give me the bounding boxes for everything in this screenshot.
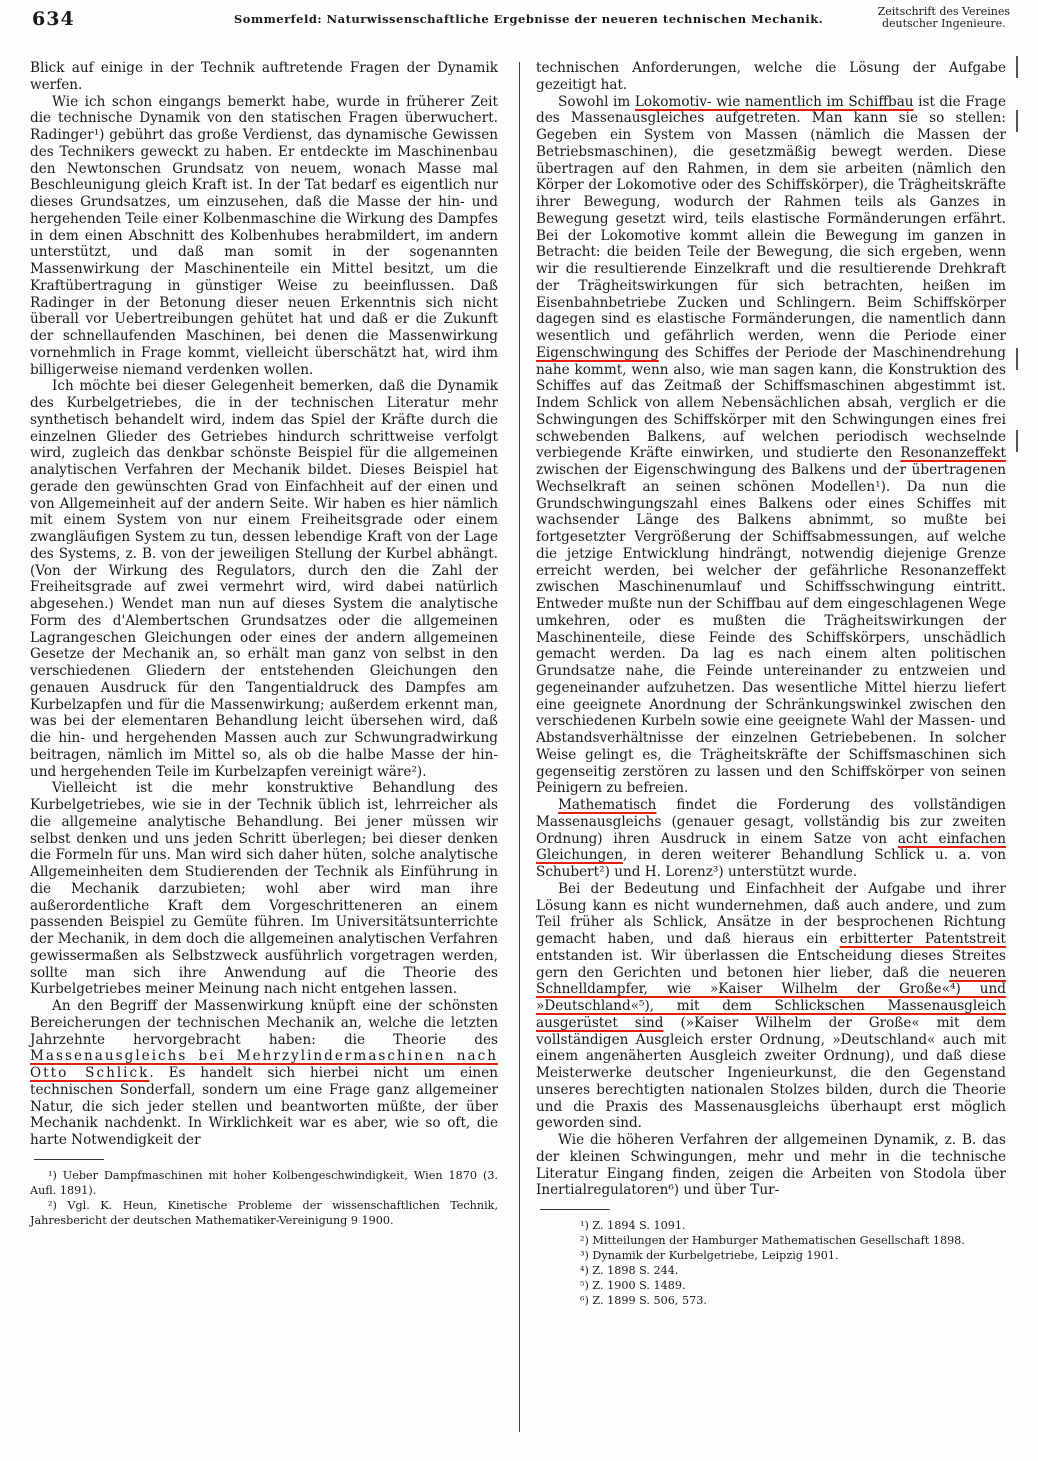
text-run: entstanden ist. Wir überlassen die Entscheidung dieses Streites gern den Gerichten und betonen hier lieber, daß die: [536, 947, 1006, 981]
text-run: Sowohl im: [558, 93, 631, 110]
underlined-phrase: neueren Schnelldampfer, wie »Kaiser Wilhelm der Große«⁴) und »Deutschland«⁵), mit dem Schlickschen Massenausgleich ausgerüstet sind: [536, 964, 1006, 1031]
footnote: ²) Vgl. K. Heun, Kinetische Probleme der wissenschaftlichen Technik, Jahresbericht der deutschen Mathematiker-Vereinigung 9 1900.: [30, 1198, 498, 1227]
footnote: ⁴) Z. 1898 S. 244.: [580, 1264, 679, 1277]
paragraph: Ich möchte bei dieser Gelegenheit bemerken, daß die Dynamik des Kurbelgetriebes, die in der technischen Literatur mehr synthetisch behandelt wird, indem das Spiel der Kräfte durch die einzelnen Glieder des Getriebes hindurch schrittweise verfolgt wird, zugleich das denkbar schönste Beispiel für die allgemeinen analytischen Verfahren der Mechanik bildet. Dieses Beispiel hat gerade den gewünschten Grad von Einfachheit auf der einen und von Allgemeinheit auf der andern Seite. Wir haben es hier nämlich mit einem System von nur einem Freiheitsgrade oder einem zwangläufigen System zu tun, dessen lebendige Kraft von der Lage des Systems, z. B. von der jeweiligen Stellung der Kurbel abhängt. (Von der Wirkung des Regulators, durch den die Zahl der Freiheitsgrade auf zwei vermehrt wird, wird dabei natürlich abgesehen.) Wendet man nun auf dieses System die analytische Form des d'Alembertschen Grundsatzes oder die allgemeinen Lagrangeschen Gleichungen oder eines der andern allgemeinen Gesetze der Mechanik an, so erhält man ganz von selbst in den verschiedenen Gliedern der entstehenden Gleichungen den genauen Ausdruck für den Tangentialdruck des Dampfes am Kurbelzapfen und für die Massenwirkung; außerdem erkennt man, was bei der elementaren Behandlung leicht übersehen wird, daß die hin- und hergehenden Massen auch zur Schwungradwirkung beitragen, nämlich im Mittel so, als ob die halbe Masse der hin- und hergehenden Teile im Kurbelzapfen vereinigt wäre²).: [30, 378, 498, 780]
text-run: findet die Forderung des vollständigen Massenausgleichs (genauer gesagt, vollständig bis zur zweiten Ordnung) ihren Ausdruck in einem Satze von: [536, 797, 1006, 847]
underlined-phrase: erbitterter Patentstreit: [839, 931, 1007, 947]
margin-mark: [1016, 348, 1018, 370]
column-divider: [519, 62, 520, 1432]
footnote: ²) Mitteilungen der Hamburger Mathematischen Gesellschaft 1898.: [580, 1234, 965, 1247]
footnote-rule: [34, 1159, 104, 1160]
paragraph: Wie ich schon eingangs bemerkt habe, wurde in früherer Zeit die technische Dynamik von den statischen Fragen überwuchert. Radinger¹) gebührt das große Verdienst, das dynamische Gewissen des Technikers geweckt zu haben. Er entdeckte im Maschinenbau den Newtonschen Grundsatz von neuem, wonach Masse mal Beschleunigung gleich Kraft ist. In der Tat bedarf es eigentlich nur dieses Grundsatzes, um einzusehen, daß die Masse der hin- und hergehenden Teile einer Kolbenmaschine die Wirkung des Dampfes in dem einen Abschnitt des Kolbenhubes herabmildert, im andern unterstützt, und daß man somit in der sogenannten Massenwirkung der Maschinenteile ein Mittel besitzt, um die Kraftübertragung in günstiger Weise zu beeinflussen. Daß Radinger in der Betonung dieser neuen Erkenntnis sich nicht überall vor Uebertreibungen gehütet hat und daß er die Zukunft der schnellaufenden Maschinen, bei denen die Massenwirkung vornehmlich in Frage kommt, vielleicht überschätzt hat, wird ihm billigerweise niemand verdenken wollen.: [30, 93, 498, 378]
underlined-phrase: acht einfachen Gleichungen: [536, 830, 1006, 864]
footnote: ⁵) Z. 1900 S. 1489.: [580, 1279, 686, 1292]
underlined-phrase: Mathematisch: [558, 797, 657, 813]
margin-mark: [1016, 110, 1018, 132]
journal-name-line2: deutscher Ingenieure.: [881, 17, 1006, 30]
text-run: ist die Frage des Massenausgleiches aufgetreten. Man kann sie so stellen: Gegeben ein System von Massen (nämlich die Massen der Betriebsmaschinen), die gesetzmäßig bewegt werden. Diese übertragen auf den Rahmen, in dem sie arbeiten (nämlich den Körper der Lokomotive oder des Schiffskörper), die Trägheitskräfte ihrer Bewegung, wodurch der Rahmen teils als Ganzes in Bewegung gesetzt wird, teils elastische Formänderungen erfährt. Bei der Lokomotive kommt allein die Bewegung im ganzen in Betracht: die beiden Teile der Bewegung, die sich ergeben, wenn wir die resultierende Einzelkraft und die resultierende Drehkraft der Trägheitswirkungen für sich betrachten, heißen im Eisenbahnbetriebe Zucken und Schlingern. Beim Schiffskörper dagegen sind es elastische Formänderungen, die namentlich dann wesentlich und gefährlich werden, wenn die Periode einer: [536, 93, 1006, 344]
text-run: . Es handelt sich hierbei nicht um einen technischen Sonderfall, sondern um eine Frage ganz allgemeiner Natur, die sich jeder stellen und beantworten müßte, der über Mechanik nachdenkt. In Wirklichkeit war es aber, wie so oft, die harte Notwendigkeit der: [30, 1065, 498, 1148]
right-column: [536, 60, 1006, 1308]
paragraph: Wie die höheren Verfahren der allgemeinen Dynamik, z. B. das der kleinen Schwingungen, mehr und mehr in die technische Literatur Eingang finden, zeigen die Arbeiten von Stodola über Inertialregulatoren⁶) und über Tur-: [536, 1132, 1006, 1199]
text-run: des Schiffes der Periode der Maschinendrehung nahe kommt, wenn also, wie man sagen kann, die Konstruktion des Schiffes auf das Zeitmaß der Schiffsmaschinen abgestimmt ist. Indem Schlick von allem Nebensächlichen absah, verglich er die Schwingungen des Schiffskörper mit den Schwingungen eines frei schwebenden Balkens, auf welchen periodisch wechselnde verbiegende Kräfte einwirken, und studierte den: [536, 344, 1006, 462]
footnote: ⁶) Z. 1899 S. 506, 573.: [580, 1294, 707, 1307]
page-header: [28, 4, 1018, 48]
journal-name: [878, 6, 1010, 30]
footnotes: [536, 1218, 1006, 1308]
underlined-phrase: Lokomotiv- wie namentlich im Schiffbau: [634, 93, 914, 110]
footnote: ¹) Z. 1894 S. 1091.: [580, 1219, 686, 1232]
footnote-rule: [540, 1209, 610, 1210]
text-run: An den Begriff der Massenwirkung knüpft eine der schönsten Bereicherungen der technischen Mechanik an, welche die letzten Jahrzehnte hervorgebracht haben: die Theorie des: [30, 998, 498, 1048]
margin-mark: [1016, 430, 1018, 452]
text-run: (»Kaiser Wilhelm der Große« mit dem vollständigen Ausgleich erster Ordnung, »Deutschland« auch mit einem angenäherten Ausgleich zweiter Ordnung), und daß diese Meisterwerke deutscher Ingenieurkunst, die den Gegenstand unseres berechtigten nationalen Stolzes bilden, durch die Theorie und die Praxis des Massenausgleichs überhaupt erst möglich geworden sind.: [536, 1014, 1006, 1132]
footnote: ¹) Ueber Dampfmaschinen mit hoher Kolbengeschwindigkeit, Wien 1870 (3. Aufl. 1891).: [30, 1168, 498, 1197]
journal-name-line1: Zeitschrift des Vereines: [877, 5, 1010, 18]
underlined-phrase: Massenausgleichs bei Mehrzylindermaschinen nach Otto Schlick: [30, 1048, 498, 1081]
footnote: ³) Dynamik der Kurbelgetriebe, Leipzig 1901.: [580, 1249, 839, 1262]
paragraph: [536, 797, 1006, 881]
underlined-phrase: Eigenschwingung: [536, 344, 659, 361]
text-run: zwischen der Eigenschwingung des Balkens und der übertragenen Wechselkraft an seinen schönen Modellen¹). Da nun die Grundschwingungszahl eines Balkens oder eines Schiffes mit wachsender Länge des Balkens abnimmt, so mußte bei fortgesetzter Vergrößerung der Schiffsabmessungen, auf welche die jetzige Entwicklung hindrängt, notwendig diejenige Grenze erreicht werden, bei welcher der gefährliche Resonanzeffekt zwischen Maschinenumlauf und Schiffsschwingung eintritt. Entweder mußte nun der Schiffbau auf dem eingeschlagenen Wege umkehren, oder es mußten die Trägheitswirkungen der Maschinenteile, diese Feinde des Schiffskörpers, unschädlich gemacht werden. Da lag es nach einem alten politischen Grundsatze nahe, die Feinde untereinander zu entzweien und gegeneinander aufzuhetzen. Das wesentliche Mittel hierzu liefert eine geeignete Anordnung der Schränkungswinkel zwischen den verschiedenen Kurbeln sowie eine geeignete Wahl der Massen- und Abstandsverhältnisse der einzelnen Getriebebenen. In solcher Weise gelingt es, die Trägheitskräfte der Schiffsmaschinen sich gegenseitig zerstören zu lassen und den Schiffskörper von seinen Peinigern zu befreien.: [536, 462, 1006, 797]
paragraph: [30, 998, 498, 1149]
paragraph: technischen Anforderungen, welche die Lösung der Aufgabe gezeitigt hat.: [536, 60, 1006, 93]
footnotes: [30, 1168, 498, 1228]
paragraph: Blick auf einige in der Technik auftretende Fragen der Dynamik werfen.: [30, 60, 498, 93]
margin-mark: [1016, 56, 1018, 78]
underlined-phrase: Resonanzeffekt: [900, 445, 1006, 462]
paragraph: Vielleicht ist die mehr konstruktive Behandlung des Kurbelgetriebes, wie sie in der Technik üblich ist, lehrreicher als die allgemeine analytische Behandlung. Bei jener müssen wir selbst denken und uns jeden Schritt überlegen; bei dieser denken die Formeln für uns. Man wird sich daher hüten, solche analytische Allgemeinheiten dem Studierenden der Technik als Einführung in die Mechanik darzubieten; wohl aber wird man ihre außerordentliche Kraft dem Vorgeschritteneren an einem passenden Beispiel zu Gemüte führen. Im Universitätsunterrichte der Mechanik, in dem doch die allgemeinen analytischen Verfahren gewissermaßen als Selbstzweck ausführlich vorgetragen werden, sollte man sich ihre Anwendung auf die Theorie des Kurbelgetriebes meiner Meinung nach nicht entgehen lassen.: [30, 780, 498, 998]
paragraph: [536, 94, 1006, 798]
text-run: Bei der Bedeutung und Einfachheit der Aufgabe und ihrer Lösung kann es nicht wundernehmen, daß auch andere, und zum Teil früher als Schlick, Ansätze in der besprochenen Richtung gemacht haben, und daß hieraus ein: [536, 880, 1006, 947]
paragraph: [536, 881, 1006, 1132]
running-title: Sommerfeld: Naturwissenschaftliche Ergebnisse der neueren technischen Mechanik.: [234, 12, 824, 26]
text-run: , in deren weiterer Behandlung Schlick u. a. von Schubert²) und H. Lorenz³) unterstützt wurde.: [536, 847, 1006, 880]
page-number: 634: [32, 8, 75, 30]
left-column: [30, 60, 498, 1228]
